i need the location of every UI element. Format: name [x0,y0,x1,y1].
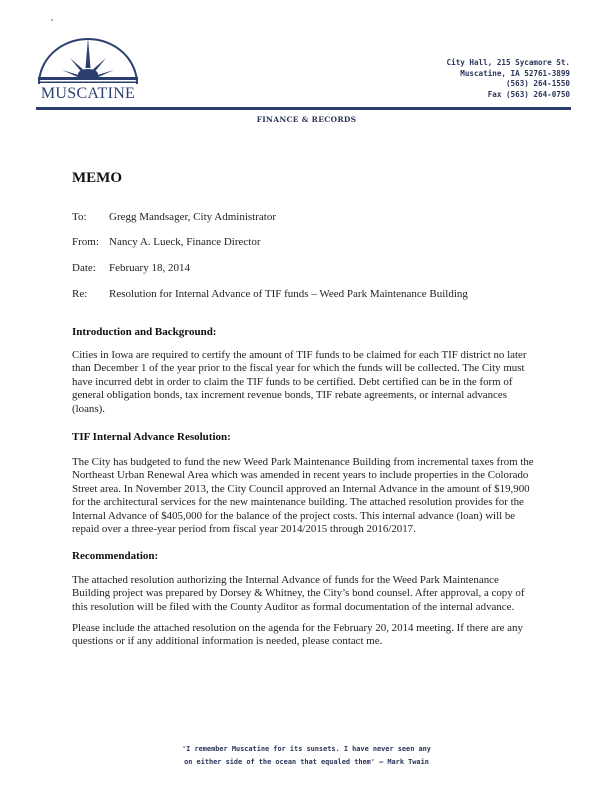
address-street: City Hall, 215 Sycamore St. [446,58,570,67]
logo-wordmark: MUSCATINE [40,85,136,102]
paragraph-line: Please include the attached resolution on the agenda for the February 20, 2014 meeting. If there are any [72,622,523,634]
letterhead-rule [36,107,571,110]
paragraph-line: The attached resolution authorizing the Internal Advance of funds for the Weed Park Maintenance [72,574,499,586]
address-phone: (563) 264-1550 [505,79,570,88]
paragraph-line: than December 1 of the year prior to the fiscal year for which the funds will be collected. The City must [72,362,525,375]
paragraph-line: The City has budgeted to fund the new Weed Park Maintenance Building from incremental taxes from the [72,456,534,468]
memo-re-value: Resolution for Internal Advance of TIF funds – Weed Park Maintenance Building [109,288,468,300]
memo-from-value: Nancy A. Lueck, Finance Director [109,236,261,248]
section-heading-tif-resolution: TIF Internal Advance Resolution: [72,431,231,443]
address-city: Muscatine, IA 52761-3899 [460,68,570,78]
paragraph-line: Street area. In November 2013, the City Council approved an Internal Advance in the amount of $19,900 [72,482,530,495]
section-heading-introduction: Introduction and Background: [72,326,217,338]
footer-quote [0,743,613,769]
sunset-emblem-icon [36,36,140,86]
paragraph-line: Building project was prepared by Dorsey & Whitney, the City’s bond counsel. After approval, a copy of [72,587,525,600]
address-fax: Fax (563) 264-0750 [487,89,570,99]
paragraph-line: Cities in Iowa are required to certify the amount of TIF funds to be claimed for each TIF district no later [72,349,527,361]
paragraph-closing [72,622,550,649]
paragraph-line: Internal Advance of $405,000 for the balance of the project costs. This internal advance (loan) will be [72,509,516,522]
footer-quote-line: 'I remember Muscatine for its sunsets. I have never seen any [182,745,431,753]
section-heading-recommendation: Recommendation: [72,550,159,562]
memo-from-row [72,236,261,248]
memo-re-row [72,288,468,300]
memo-date-label: Date: [72,262,96,274]
muscatine-logo [36,36,140,106]
memo-re-label: Re: [72,288,88,300]
paragraph-recommendation [72,574,550,614]
city-hall-address [447,58,570,100]
scan-speck [51,19,53,21]
memo-date-value: February 18, 2014 [109,262,190,274]
memo-to-value: Gregg Mandsager, City Administrator [109,211,276,223]
memo-to-row [72,211,276,223]
memo-title: MEMO [72,170,122,186]
paragraph-line: Northeast Urban Renewal Area which was amended in recent years to include properties in the Colorado [72,469,529,482]
memo-to-label: To: [72,211,87,223]
paragraph-line: questions or if any additional information is needed, please contact me. [72,635,383,648]
memo-from-label: From: [72,236,99,248]
paragraph-introduction [72,349,550,416]
department-name: FINANCE & RECORDS [256,115,357,124]
paragraph-line: this resolution will be filed with the County Auditor as formal documentation of the internal advance. [72,600,515,613]
paragraph-line: (loans). [72,402,105,415]
paragraph-line: repaid over a three-year period from fiscal year 2014/2015 through 2016/2017. [72,523,416,536]
paragraph-line: for the architectural services for the new maintenance building. The attached resolution provides for the [72,496,524,509]
paragraph-line: general obligation bonds, tax increment revenue bonds, TIF rebate agreements, or internal advances [72,389,507,402]
paragraph-line: have incurred debt in order to claim the TIF funds to be certified. Debt certified can be in the form of [72,375,513,388]
paragraph-tif-resolution [72,456,550,536]
memo-date-row [72,262,190,274]
footer-quote-line: on either side of the ocean that equaled them' — Mark Twain [184,758,429,766]
